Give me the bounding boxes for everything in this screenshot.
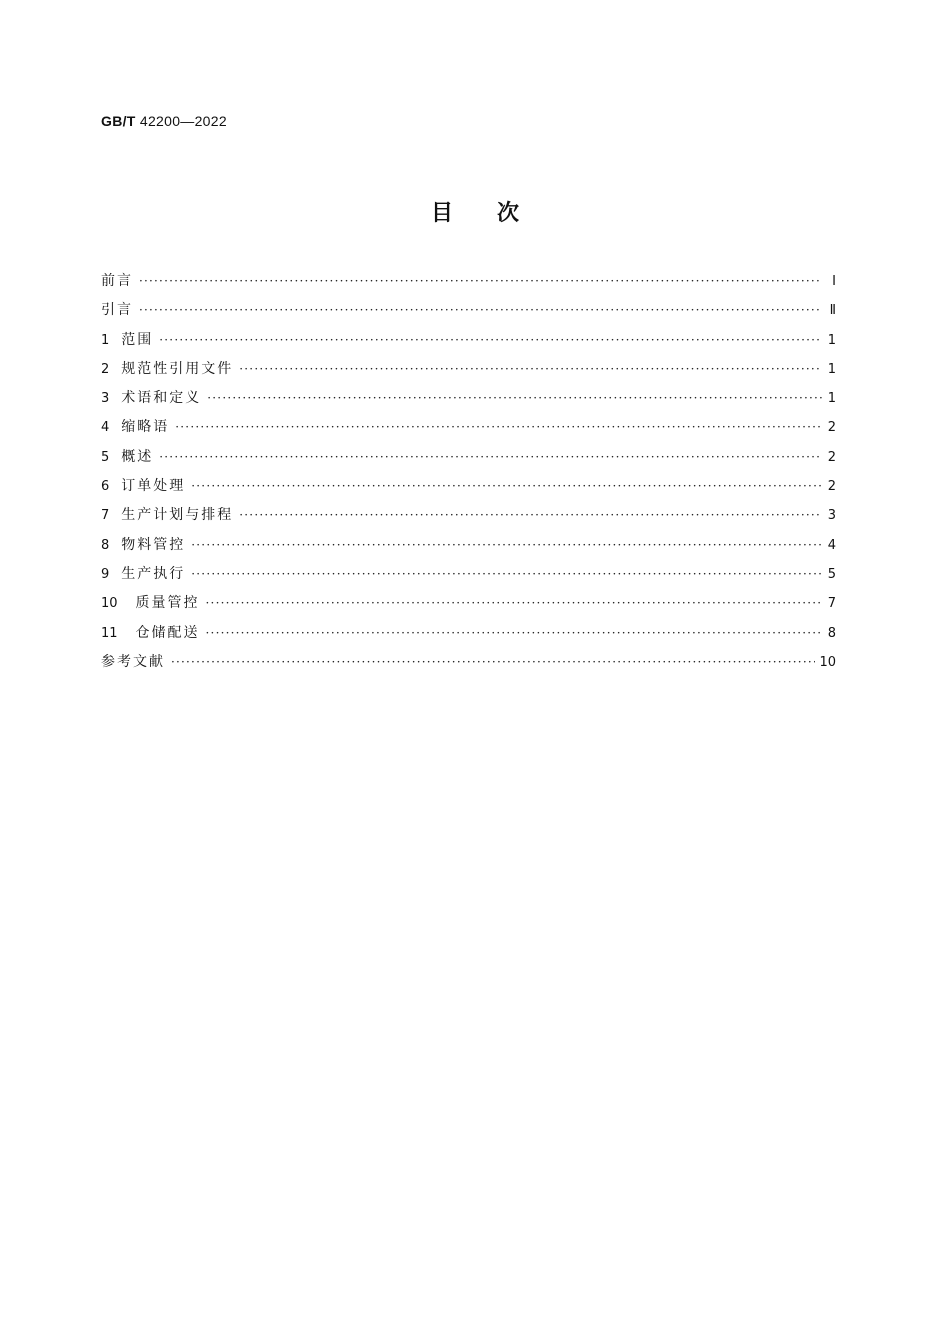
toc-label: 订单处理	[121, 478, 186, 495]
toc-section-number: 2	[101, 361, 110, 377]
toc-section-number: 7	[101, 508, 110, 524]
toc-leader-dots	[207, 391, 822, 405]
toc-label: 参考文献	[101, 653, 165, 670]
toc-page-number: 2	[827, 420, 836, 436]
toc-page-number: Ⅰ	[832, 274, 836, 289]
toc-section-number: 9	[101, 566, 110, 582]
table-of-contents	[101, 270, 836, 680]
toc-leader-dots	[239, 508, 822, 522]
toc-entry-introduction[interactable]	[101, 299, 836, 328]
toc-leader-dots	[159, 333, 822, 347]
toc-page-number: 2	[827, 479, 836, 495]
toc-section-number: 5	[101, 449, 110, 465]
toc-label: 质量管控	[135, 595, 200, 612]
toc-leader-dots	[139, 303, 822, 317]
toc-page-number: 10	[819, 654, 836, 670]
toc-entry-6[interactable]	[101, 475, 836, 504]
toc-label: 生产计划与排程	[121, 507, 234, 524]
toc-leader-dots	[239, 362, 822, 376]
toc-section-number: 3	[101, 391, 110, 407]
toc-page-number: 5	[827, 566, 836, 582]
toc-section-number: 4	[101, 420, 110, 436]
toc-entry-7[interactable]	[101, 504, 836, 533]
toc-label: 生产执行	[121, 565, 186, 582]
toc-leader-dots	[191, 479, 822, 493]
toc-section-number: 11	[101, 625, 118, 641]
toc-page-number: 1	[827, 332, 836, 348]
toc-page-number: 8	[827, 625, 836, 641]
toc-leader-dots	[191, 538, 822, 552]
toc-entry-4[interactable]	[101, 416, 836, 445]
toc-label: 缩略语	[121, 419, 170, 436]
toc-leader-dots	[206, 626, 822, 640]
toc-page-number: 2	[827, 449, 836, 465]
toc-section-number: 1	[101, 332, 110, 348]
toc-leader-dots	[191, 567, 822, 581]
toc-label: 范围	[121, 331, 154, 348]
standard-code	[101, 113, 227, 129]
toc-leader-dots	[159, 450, 822, 464]
toc-entry-foreword[interactable]	[101, 270, 836, 299]
toc-label: 前言	[101, 273, 133, 289]
toc-page-number: Ⅱ	[829, 303, 836, 319]
toc-label: 规范性引用文件	[121, 360, 234, 377]
standard-prefix: GB/T	[101, 113, 136, 129]
toc-entry-3[interactable]	[101, 387, 836, 416]
toc-leader-dots	[175, 420, 822, 434]
toc-page-number: 1	[827, 391, 836, 407]
toc-page-number: 1	[827, 361, 836, 377]
toc-entry-2[interactable]	[101, 358, 836, 387]
toc-section-number: 8	[101, 537, 110, 553]
toc-page-number: 7	[827, 596, 836, 612]
toc-leader-dots	[206, 596, 822, 610]
toc-section-number: 6	[101, 479, 110, 495]
toc-label: 术语和定义	[121, 390, 202, 407]
toc-entry-1[interactable]	[101, 329, 836, 358]
toc-entry-bibliography[interactable]	[101, 651, 836, 680]
toc-entry-5[interactable]	[101, 446, 836, 475]
toc-section-number: 10	[101, 596, 118, 612]
toc-label: 引言	[101, 302, 133, 319]
toc-entry-11[interactable]	[101, 622, 836, 651]
toc-entry-9[interactable]	[101, 563, 836, 592]
toc-label: 物料管控	[121, 536, 186, 553]
toc-leader-dots	[171, 655, 815, 669]
standard-number: 42200—2022	[139, 113, 227, 129]
toc-leader-dots	[139, 274, 822, 288]
page-title: 目次	[430, 201, 563, 226]
toc-entry-8[interactable]	[101, 534, 836, 563]
toc-page-number: 4	[827, 537, 836, 553]
toc-page-number: 3	[827, 508, 836, 524]
toc-label: 概述	[121, 448, 154, 465]
toc-entry-10[interactable]	[101, 592, 836, 621]
toc-label: 仓储配送	[135, 624, 200, 641]
